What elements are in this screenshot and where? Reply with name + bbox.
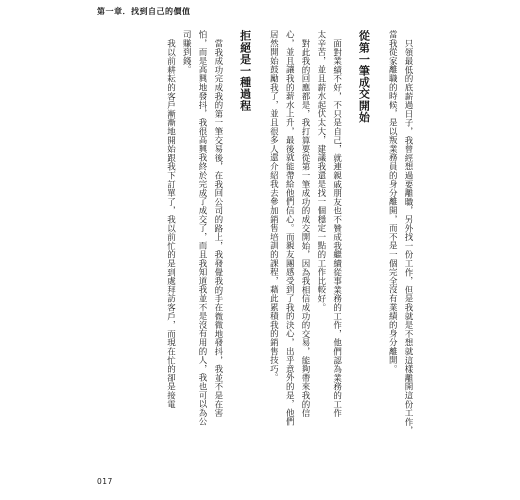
text-column: 只領最低的底薪過日子，我曾經想過要離職，另外找一份工作，但是我就是不想就這樣離開這份工作，: [403, 39, 413, 435]
running-head: 第一章．找到自己的價值: [97, 7, 191, 16]
text-column: 面對業績不好，不只是自己，就連親戚朋友也不贊成我繼續從事業務的工作，他們認為業務的工作: [331, 39, 342, 418]
text-column: 當我從家離職的時候，是以叛業務員的身分離開，而不是一個完全沒有業績的身分離開。: [387, 30, 398, 374]
text-column: 當我成功完成我的第一筆交易後，在我回公司的路上，我發覺我的手在微微地發抖，我並不是在害: [212, 39, 223, 418]
text-column: 對此我的回應都是，我打算要從第一筆成功的成交開始，因為我相信成功的交易，能夠帶來我的信: [300, 39, 311, 418]
page-number: 017: [97, 477, 113, 486]
text-column: 居然開始鼓勵我了，並且很多人還介紹我去參加銷售培訓的課程，藉此累積我的銷售技巧。: [268, 30, 279, 382]
section-heading: 從第一筆成交開始: [357, 30, 371, 123]
text-column: 我以前耕耘的客戶漸漸地開始跟我下訂單了，我以前忙的是到處拜訪客戶，而現在忙的卻是接電: [165, 39, 176, 409]
text-column: 太辛苦，並且薪水起伏太大，建議我還是找一個穩定一點的工作比較好。: [315, 30, 326, 312]
section-heading: 拒絕是一種過程: [238, 30, 252, 112]
text-column: 司賺到錢。: [181, 30, 192, 74]
text-column: 心，並且讓我的薪水上升，最後就能帶給他們信心。而親友團感受到了我的決心，出乎意外的是，他們: [284, 30, 295, 426]
text-column: 怕，而是高興地發抖，我很高興我終於完成了成交了，而且我知道我並不是沒有用的人，我也可以為公: [197, 30, 208, 426]
vertical-text-block: [90, 30, 415, 460]
